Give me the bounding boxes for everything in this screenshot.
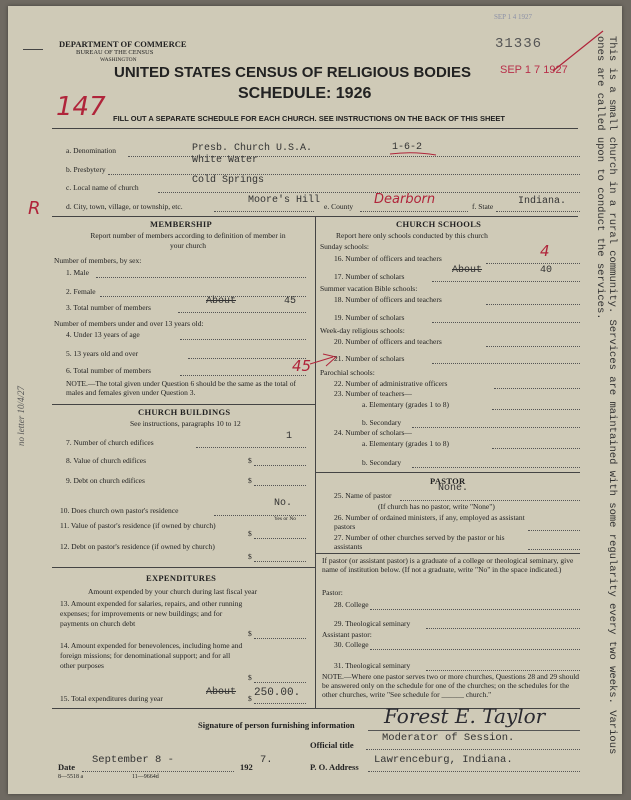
denomination-code: 1-6-2 [392,142,423,153]
code-underline [388,151,438,157]
schools-title: CHURCH SCHOOLS [396,219,482,229]
margin-mark: R [28,198,41,219]
q15-label: 15. Total expenditures during year [60,694,163,703]
q18-label: 18. Number of officers and teachers [334,295,442,304]
q24b-label: b. Secondary [362,458,402,467]
q19-line [432,322,580,323]
expenditures-title: EXPENDITURES [146,573,217,583]
q28-label: 28. College [334,600,369,609]
grad-intro: If pastor (or assistant pastor) is a graduate of a college or theological seminary, give name of institution below. (If not a graduate, write "No" in the space indicated.) [322,556,574,574]
date-line [82,771,234,772]
q14-line [254,682,306,683]
q7-label: 7. Number of church edifices [66,438,154,447]
q29-label: 29. Theological seminary [334,619,411,628]
bureau-label: BUREAU OF THE CENSUS [76,49,154,56]
date-label: Date [58,762,75,772]
form-code-2: 11—9664d [132,774,159,780]
left-margin-note: no letter 10/4/27 [16,386,26,446]
q5-line [188,358,306,359]
q30-line [370,649,580,650]
handwritten-number: 147 [56,92,106,122]
q14-dollar: $ [248,673,252,682]
q23a-line [492,409,580,410]
q25-value: None. [438,483,469,494]
presbytery-line [108,174,580,175]
q17-note: About [452,265,483,276]
q7-value: 1 [286,431,293,442]
signature: Forest E. Taylor [384,704,546,728]
q4-line [180,339,306,340]
q10-value: No. [274,498,293,509]
corner-tick [23,49,43,50]
buildings-title: CHURCH BUILDINGS [138,407,231,417]
pastor-sub-label: Pastor: [322,588,343,597]
form-code: 8—5518 a [58,774,84,780]
department-label: DEPARTMENT OF COMMERCE [59,39,187,49]
q21-label: 21. Number of scholars [334,354,405,363]
q15-line [254,703,306,704]
summer-label: Summer vacation Bible schools: [320,284,418,293]
q25-line [400,500,580,501]
q26-line [528,530,580,531]
q31-label: 31. Theological seminary [334,661,411,670]
local-name-line [158,192,580,193]
q8-dollar: $ [248,456,252,465]
q27-label: 27. Number of other churches served by the pastor or his assistants [334,533,505,551]
official-title-line [366,749,580,750]
q22-line [494,388,580,389]
signature-label: Signature of person furnishing information [198,720,355,730]
state-label: f. State [472,202,494,211]
address-line [368,771,580,772]
q28-line [370,609,580,610]
file-number-stamp: 31336 [495,36,543,52]
q6-value: 45 [292,357,312,375]
q18-line [486,304,580,305]
q4-label: 4. Under 13 years of age [66,330,140,339]
local-name-value: Cold Springs [192,175,265,186]
denomination-value: Presb. Church U.S.A. [192,143,313,154]
q25-label: 25. Name of pastor [334,491,392,500]
q15-value: 250.00. [254,687,301,699]
column-divider [315,216,316,708]
q7-line [196,447,306,448]
form-title: UNITED STATES CENSUS OF RELIGIOUS BODIES [114,64,471,81]
weekday-label: Week-day religious schools: [320,326,405,335]
county-label: e. County [324,202,354,211]
q12-dollar: $ [248,552,252,561]
q3-label: 3. Total number of members [66,303,151,312]
q1-label: 1. Male [66,268,89,277]
q11-label: 11. Value of pastor's residence (if owned by church) [60,521,216,530]
q13-line [254,638,306,639]
q15-dollar: $ [248,694,252,703]
q27-line [528,549,580,550]
q8-line [254,465,306,466]
q13-label: 13. Amount expended for salaries, repairs, and other running expenses; for improvements or new buildings; and for payments on church debt [60,599,243,628]
q20-label: 20. Number of officers and teachers [334,337,442,346]
pastor-note: NOTE.—Where one pastor serves two or more churches, Questions 28 and 29 should be answered only on the schedule for one of the churches; on the schedules for the other churches, write "See schedule for ______ church." [322,672,580,699]
q20-line [486,346,580,347]
q6-line [180,375,306,376]
year-prefix: 192 [240,762,253,772]
state-line [496,211,580,212]
q12-line [254,561,306,562]
q13-dollar: $ [248,629,252,638]
official-title-label: Official title [310,740,354,750]
q25-note: (If church has no pastor, write "None") [378,502,495,511]
presbytery-label: b. Presbytery [66,165,106,174]
year-value: 7. [260,754,273,766]
q16-value: 4 [540,242,550,260]
q31-line [426,670,580,671]
header-divider [52,128,578,129]
q10-label: 10. Does church own pastor's residence [60,506,179,515]
schools-intro: Report here only schools conducted by this church [336,231,488,240]
q5-label: 5. 13 years old and over [66,349,139,358]
sunday-label: Sunday schools: [320,242,369,251]
membership-title: MEMBERSHIP [150,219,213,229]
q23a-label: a. Elementary (grades 1 to 8) [362,400,450,409]
form-subtitle: SCHEDULE: 1926 [238,85,372,102]
signature-line [368,730,580,731]
buildings-instr: See instructions, paragraphs 10 to 12 [130,419,241,428]
membership-intro: Report number of members according to definition of member in your church [90,231,286,250]
q24b-line [412,467,580,468]
q26-label: 26. Number of ordained ministers, if any, employed as assistant pastors [334,513,525,531]
q17-line [432,281,580,282]
q11-dollar: $ [248,529,252,538]
presbytery-value: White Water [192,155,259,166]
q12-label: 12. Debt on pastor's residence (if owned by church) [60,542,215,551]
membership-divider [52,404,315,405]
q17-label: 17. Number of scholars [334,272,405,281]
q23b-line [412,427,580,428]
yes-no-hint: Yes or No [274,516,297,522]
q15-note: About [206,687,237,698]
q22-label: 22. Number of administrative officers [334,379,448,388]
q1-line [96,277,306,278]
county-line [360,211,468,212]
q9-label: 9. Debt on church edifices [66,476,145,485]
pastor-title: PASTOR [430,476,466,486]
asst-label: Assistant pastor: [322,630,372,639]
pastor-divider [315,553,580,554]
q24a-label: a. Elementary (grades 1 to 8) [362,439,450,448]
local-name-label: c. Local name of church [66,183,139,192]
buildings-divider [52,567,315,568]
schools-divider [315,472,580,473]
received-stamp: SEP 1 4 1927 [494,13,533,21]
q29-line [426,628,580,629]
q19-label: 19. Number of scholars [334,313,405,322]
date-value: September 8 - [92,754,174,766]
form-instruction: FILL OUT A SEPARATE SCHEDULE FOR EACH CHURCH. SEE INSTRUCTIONS ON THE BACK OF THIS SHEET [113,114,505,123]
q2-line [100,296,306,297]
q21-line [432,363,580,364]
q14-label: 14. Amount expended for benevolences, including home and foreign missions; for denominational support; and for all other purposes [60,641,243,670]
q3-value: 45 [284,296,297,307]
census-form [8,6,622,794]
q3-line [178,312,306,313]
expenditures-intro: Amount expended by your church during last fiscal year [88,587,258,596]
parochial-label: Parochial schools: [320,368,375,377]
q23-label: 23. Number of teachers— [334,389,412,398]
denomination-label: a. Denomination [66,146,116,155]
county-value: Dearborn [374,192,436,207]
q9-dollar: $ [248,476,252,485]
q23b-label: b. Secondary [362,418,402,427]
address-value: Lawrenceburg, Indiana. [374,754,513,766]
q6-label: 6. Total number of members [66,366,151,375]
city-label: WASHINGTON [100,57,137,63]
city-value: Moore's Hill [248,195,321,206]
q8-label: 8. Value of church edifices [66,456,147,465]
q3-note: About [206,296,237,307]
q16-label: 16. Number of officers and teachers [334,254,442,263]
city-label-field: d. City, town, village, or township, etc. [66,202,183,211]
age-intro: Number of members under and over 13 years old: [54,319,204,328]
address-label: P. O. Address [310,762,359,772]
official-title-value: Moderator of Session. [382,732,515,744]
q24-label: 24. Number of scholars— [334,428,412,437]
q2-label: 2. Female [66,287,96,296]
q17-value: 40 [540,265,553,276]
state-value: Indiana. [518,196,567,207]
q11-line [254,538,306,539]
date-stamp: SEP 1 7 1927 [500,64,568,76]
q24a-line [492,448,580,449]
city-line [214,211,314,212]
side-note: This is a small church in a rural community. Services are maintained with some regularity every two weeks. Various ones are called upon to conduct the services. [594,36,618,755]
q16-line [486,263,580,264]
membership-note: NOTE.—The total given under Question 6 should be the same as the total of males and females given under Question 3. [66,379,296,397]
q30-label: 30. College [334,640,369,649]
q9-line [254,485,306,486]
by-sex-label: Number of members, by sex: [54,256,142,265]
